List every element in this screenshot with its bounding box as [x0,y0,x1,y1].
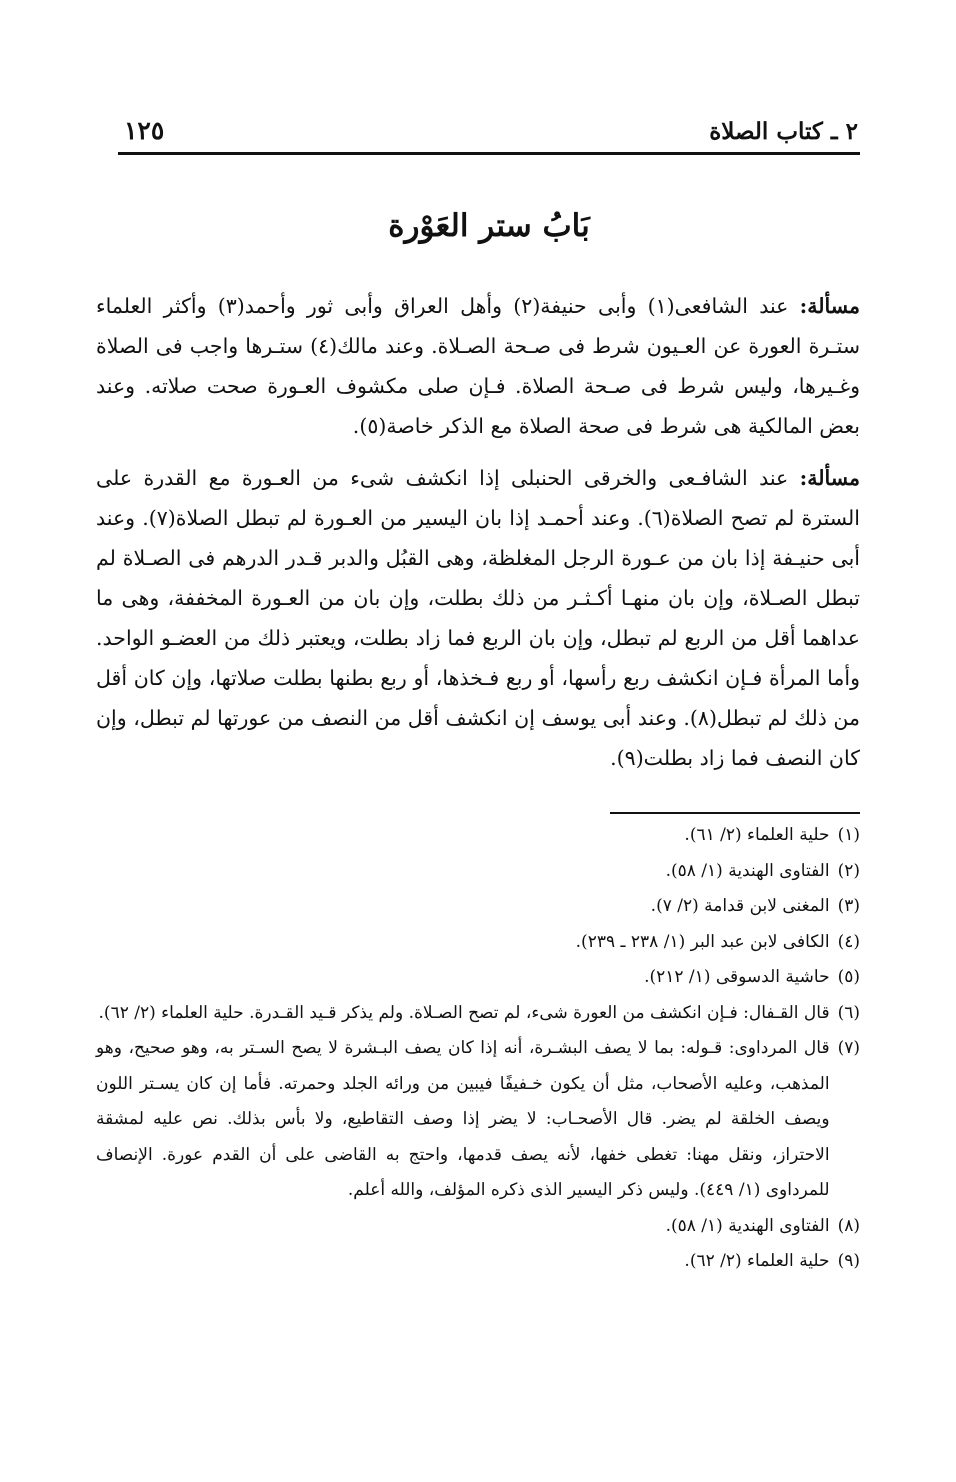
running-header [118,112,860,155]
footnote-item [96,1244,860,1280]
footnote-text: قال القـفال: فـإن انكشف من العورة شىء، لم تصح الصـلاة. ولم يذكر قـيد القـدرة. حلية العلماء (٢/ ٦٢). [98,1002,830,1023]
footnote-item [96,1031,860,1209]
footnote-item [96,854,860,890]
footnote-text: حلية العلماء (٢/ ٦٢). [684,1251,830,1271]
footnote-text: المغنى لابن قدامة (٢/ ٧). [650,896,830,916]
footnote-text: الفتاوى الهندية (١/ ٥٨). [665,1215,830,1236]
footnote-number: (٧) [837,1038,860,1058]
footnote-text: حلية العلماء (٢/ ٦١). [684,825,830,845]
footnote-divider [610,812,860,814]
footnote-item [96,889,860,925]
footnote-number: (٢) [837,860,860,881]
book-title: ٢ ـ كتاب الصلاة [709,118,858,145]
paragraph-keyword: مسألة: [799,294,860,318]
footnote-number: (٣) [837,896,860,916]
paragraph-keyword: مسألة: [799,466,860,490]
footnote-text: الفتاوى الهندية (١/ ٥٨). [665,860,830,881]
chapter-title: بَابُ ستر العَوْرة [388,208,590,244]
footnotes [96,818,860,1280]
footnote-text: الكافى لابن عبد البر (١/ ٢٣٨ ـ ٢٣٩). [575,931,830,952]
paragraph [96,286,860,446]
page-number: ١٢٥ [124,116,165,145]
paragraph-text: عند الشافعى(١) وأبى حنيفة(٢) وأهل العراق وأبى ثور وأحمد(٣) وأكثر العلماء ستـرة العورة عن العـيون شرط فى صـحة الصـلاة. وعند مالك(٤) ستـرها واجب فى الصلاة وغـيرها، وليس شرط فى صـحة الصلاة. فـإن صلى مكشوف العـورة صحت صلاته. وعند بعض المالكية هى شرط فى صحة الصلاة مع الذكر خاصة(٥). [96,294,860,438]
footnote-item [96,996,860,1032]
footnote-number: (٨) [837,1215,860,1236]
footnote-text: قال المرداوى: قـوله: بما لا يصف البشـرة، أنه إذا كان يصف البـشرة لا يصح السـتر به، وهو صحيح، وهو المذهب، وعليه الأصحاب، مثل أن يكون خـفيفًا فيبين من ورائه الجلد وحمرته. فأما إن كان يسـتر اللون ويصف الخلقة لم يضر. قال الأصحـاب: لا يضر إذا وصف التقاطيع، ولا بأس بذلك. نص عليه لمشقة الاحتراز، ونقل مهنا: تغطى خفها، لأنه يصف قدمها، واحتج به القاضى على أن القدم عورة. الإنصاف للمرداوى (١/ ٤٤٩). وليس ذكر اليسير الذى ذكره المؤلف، والله أعلم. [96,1038,830,1200]
footnote-item [96,1209,860,1245]
paragraph-text: عند الشافـعى والخرقى الحنبلى إذا انكشف شىء من العـورة مع القدرة على السترة لم تصح الصلاة(٦). وعند أحمـد إذا بان اليسير من العـورة لم تبطل الصلاة(٧). وعند أبى حنيـفة إذا بان من عـورة الرجل المغلظة، وهى القبُل والدبر قـدر الدرهم فى الصـلاة لم تبطل الصـلاة، وإن بان منهـا أكـثـر من ذلك بطلت، وإن بان من العـورة المخففة، وهى ما عداهما أقل من الربع لم تبطل، وإن بان الربع فما زاد بطلت، ويعتبر ذلك من العضـو الواحد. وأما المرأة فـإن انكشف ربع رأسها، أو ربع فـخذها، أو ربع بطنها بطلت صلاتها، وإن كان أقل من ذلك لم تبطل(٨). وعند أبى يوسف إن انكشف أقل من النصف من عورتها لم تبطل، وإن كان النصف فما زاد بطلت(٩). [96,466,860,770]
footnote-number: (١) [837,825,860,845]
paragraph [96,458,860,778]
footnote-item [96,818,860,854]
footnote-item [96,960,860,996]
body-text [96,286,860,790]
footnote-text: حاشية الدسوقى (١/ ٢١٢). [644,967,830,987]
footnote-item [96,925,860,961]
footnote-number: (٥) [837,967,860,987]
footnote-number: (٩) [837,1251,860,1271]
footnote-number: (٤) [837,931,860,952]
footnote-number: (٦) [837,1002,860,1023]
